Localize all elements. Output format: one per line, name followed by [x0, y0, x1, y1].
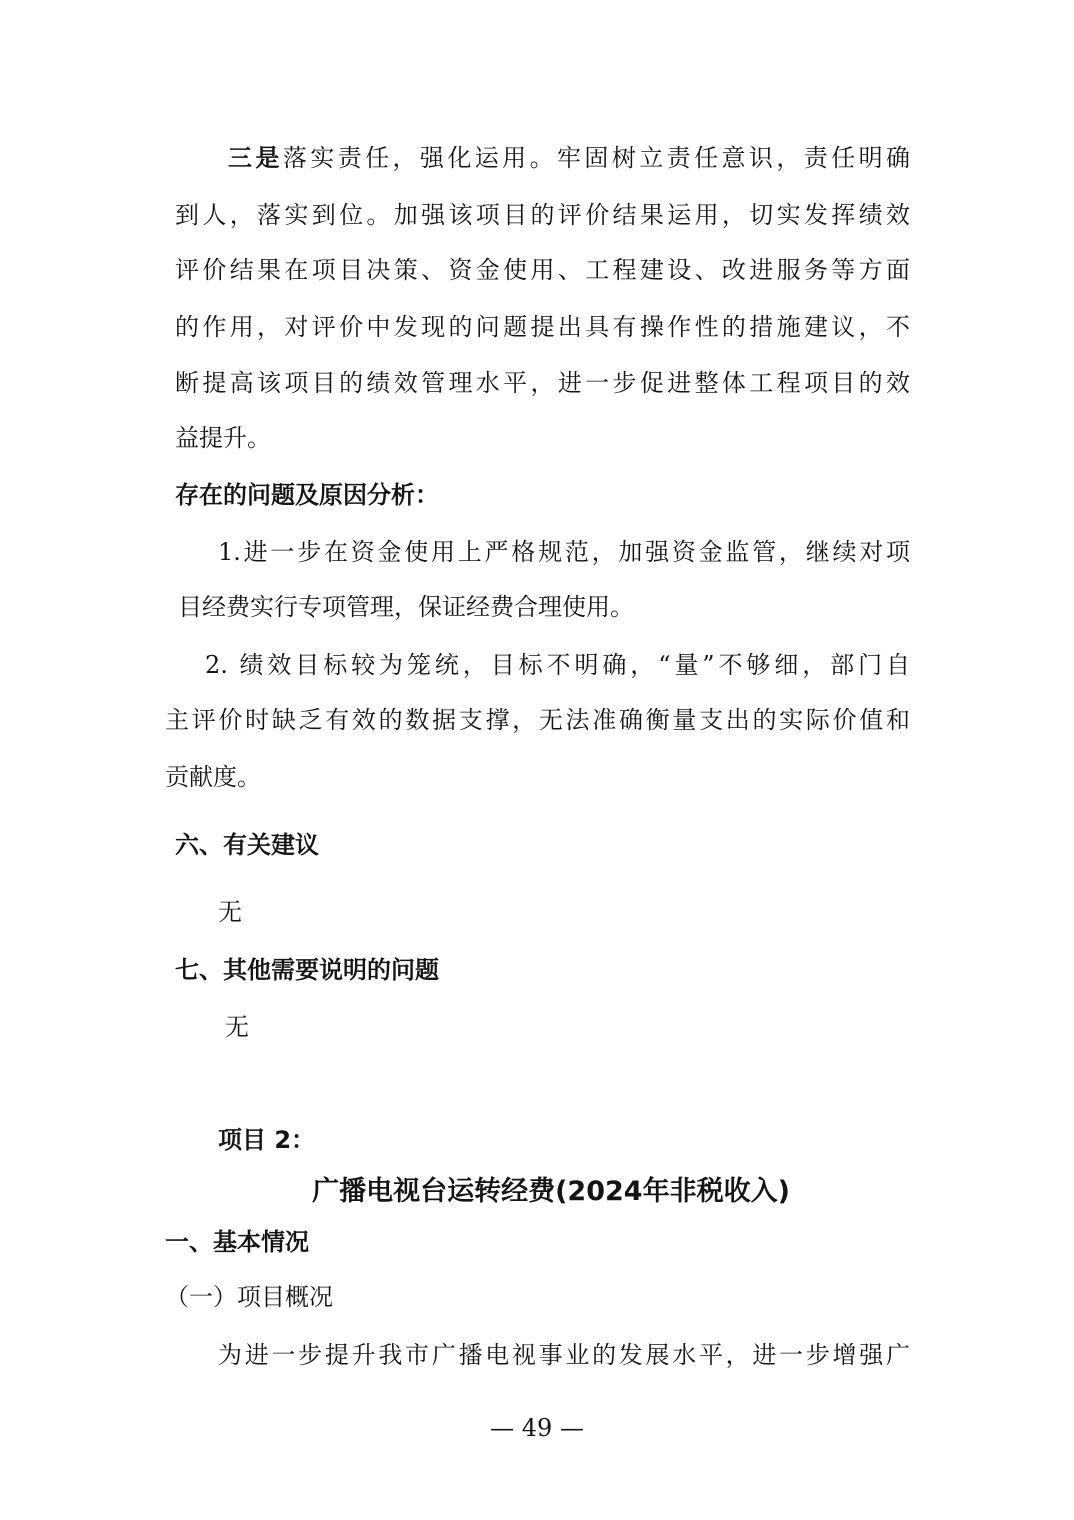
page-number: — 49 — — [490, 1414, 584, 1442]
section-7-heading: 七、其他需要说明的问题 — [175, 956, 439, 984]
responsibility-lead: 三是 — [228, 144, 283, 172]
responsibility-line-1 — [228, 143, 910, 173]
problem-2-line-2: 主评价时缺乏有效的数据支撑，无法准确衡量支出的实际价值和 — [165, 706, 910, 734]
project-2-title: 广播电视台运转经费(2024年非税收入) — [312, 1176, 790, 1207]
project-2-label: 项目 2： — [218, 1126, 316, 1154]
responsibility-line-5: 断提高该项目的绩效管理水平，进一步促进整体工程项目的效 — [175, 369, 910, 397]
responsibility-line-1-text: 落实责任，强化运用。牢固树立责任意识，责任明确 — [282, 144, 911, 172]
problem-2-line-1: 2. 绩效目标较为笼统，目标不明确，“量”不够细，部门自 — [205, 651, 910, 679]
section-7-body: 无 — [225, 1013, 249, 1041]
project-intro-line: 为进一步提升我市广播电视事业的发展水平，进一步增强广 — [218, 1341, 910, 1369]
responsibility-line-6: 益提升。 — [175, 424, 271, 452]
basic-info-heading: 一、基本情况 — [165, 1228, 309, 1256]
problems-heading: 存在的问题及原因分析： — [175, 481, 439, 509]
project-overview-heading: （一）项目概况 — [165, 1283, 333, 1311]
responsibility-line-2: 到人，落实到位。加强该项目的评价结果运用，切实发挥绩效 — [175, 201, 910, 229]
section-6-body: 无 — [218, 898, 242, 926]
problem-1-line-1: 1.进一步在资金使用上严格规范，加强资金监管，继续对项 — [218, 538, 910, 566]
responsibility-line-4: 的作用，对评价中发现的问题提出具有操作性的措施建议，不 — [175, 313, 910, 341]
problem-2-line-3: 贡献度。 — [165, 763, 261, 791]
responsibility-line-3: 评价结果在项目决策、资金使用、工程建设、改进服务等方面 — [175, 256, 910, 284]
problem-1-line-2: 目经费实行专项管理，保证经费合理使用。 — [178, 593, 634, 621]
section-6-heading: 六、有关建议 — [175, 831, 319, 859]
